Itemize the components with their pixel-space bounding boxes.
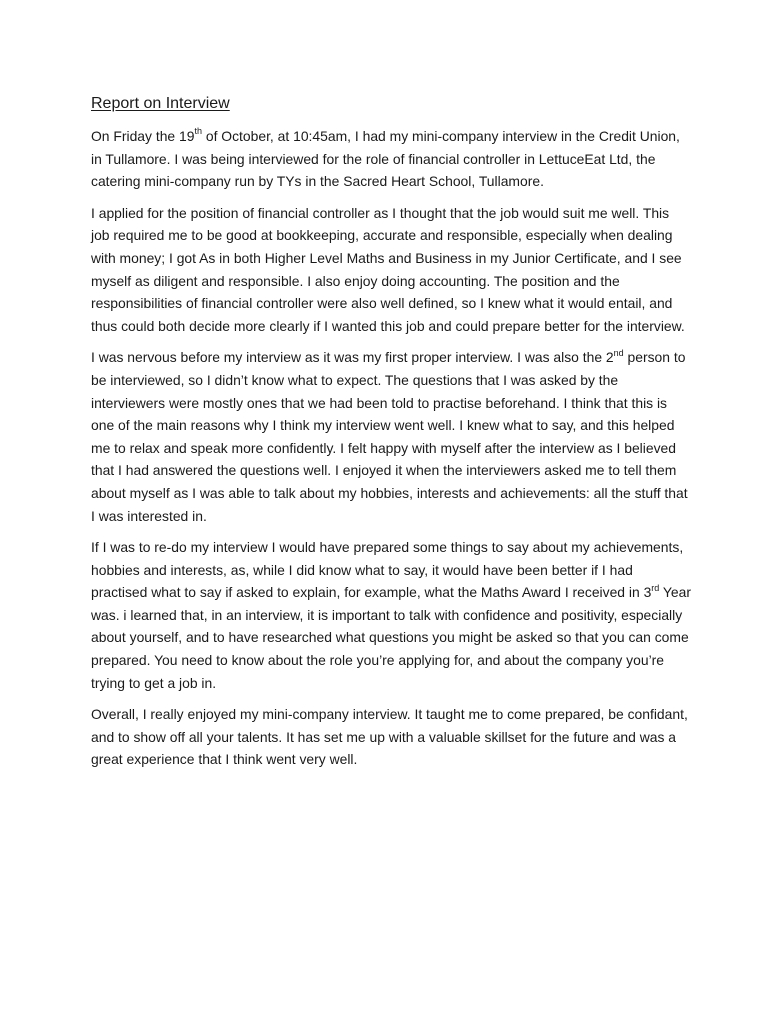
document-title: Report on Interview bbox=[91, 95, 230, 112]
paragraph bbox=[91, 346, 691, 527]
paragraph-text: I was nervous before my interview as it was my first proper interview. I was also the 2 bbox=[91, 349, 614, 366]
paragraph bbox=[91, 125, 691, 193]
paragraph-text: On Friday the 19 bbox=[91, 128, 195, 144]
superscript: nd bbox=[613, 347, 624, 358]
paragraph bbox=[91, 703, 691, 771]
paragraph bbox=[91, 202, 691, 338]
paragraph-list bbox=[91, 125, 691, 771]
superscript: rd bbox=[651, 582, 660, 593]
paragraph-text: person to be interviewed, so I didn’t know what to expect. The questions that I was asked by the interviewers were mostly ones that we had been told to practise beforehand. I think that this is one of the main reasons why I think my interview went well. I knew what to say, and this helped me to relax and speak more confidently. I felt happy with myself after the interview as I believed that I had answered the questions well. I enjoyed it when the interviewers asked me to tell them about myself as I was able to talk about my hobbies, interests and achievements: all the stuff that I was interested in. bbox=[91, 349, 688, 524]
document-body bbox=[91, 92, 691, 780]
paragraph bbox=[91, 536, 691, 694]
superscript: th bbox=[194, 126, 202, 137]
paragraph-text: Overall, I really enjoyed my mini-company interview. It taught me to come prepared, be confidant, and to show off all your talents. It has set me up with a valuable skillset for the future and was a great experience that I think went very well. bbox=[91, 706, 688, 768]
paragraph-text: Year was. i learned that, in an interview, it is important to talk with confidence and positivity, especially about yourself, and to have researched what questions you might be asked so that you can come prepared. You need to know about the role you’re applying for, and about the company you’re trying to get a job in. bbox=[91, 584, 691, 691]
paragraph-text: If I was to re-do my interview I would have prepared some things to say about my achievements, hobbies and interests, as, while I did know what to say, it would have been better if I had practised what to say if asked to explain, for example, what the Maths Award I received in 3 bbox=[91, 539, 684, 601]
paragraph-text: of October, at 10:45am, I had my mini-company interview in the Credit Union, in Tullamore. I was being interviewed for the role of financial controller in LettuceEat Ltd, the catering mini-company run by TYs in the Sacred Heart School, Tullamore. bbox=[91, 128, 680, 190]
paragraph-text: I applied for the position of financial controller as I thought that the job would suit me well. This job required me to be good at bookkeeping, accurate and responsible, especially when dealing with money; I got As in both Higher Level Maths and Business in my Junior Certificate, and I see myself as diligent and responsible. I also enjoy doing accounting. The position and the responsibilities of financial controller were also well defined, so I knew what it would entail, and thus could both decide more clearly if I wanted this job and could prepare better for the interview. bbox=[91, 204, 685, 334]
